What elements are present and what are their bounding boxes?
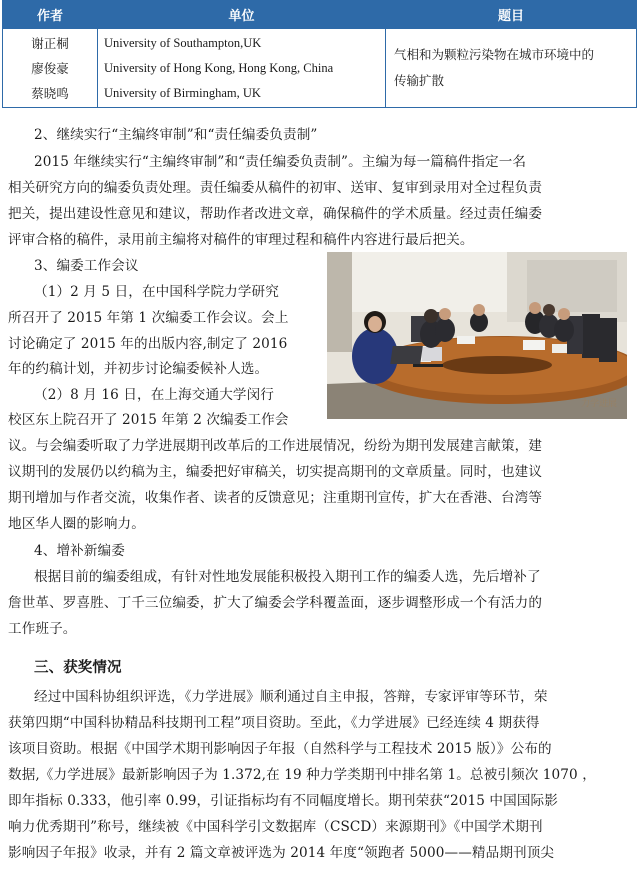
paragraph-line: 评审合格的稿件，录用前主编将对稿件的审理过程和稿件内容进行最后把关。 [8,232,474,248]
author-name: 谢正桐 [31,35,69,51]
paragraph-line: 议期刊的发展仍以约稿为主，编委把好审稿关，切实提高期刊的文章质量。同时，也建议 [8,464,543,480]
paragraph-line: 数据,《力学进展》最新影响因子为 1.372,在 19 种力学类期刊中排名第 1。总被引频次 1070 ， [8,767,596,783]
paragraph-line: 讨论确定了 2015 年的出版内容,制定了 2016 [8,336,288,352]
paragraph-line: 詹世革、罗喜胜、丁千三位编委，扩大了编委会学科覆盖面，逐步调整形成一个有活力的 [8,595,543,611]
unit-name: University of Birmingham, UK [104,85,261,100]
paragraph-line: 校区东上院召开了 2015 年第 2 次编委工作会 [8,412,289,428]
paragraph-line: 相关研究方向的编委负责处理。责任编委从稿件的初审、送审、复审到录用对全过程负责 [8,180,543,196]
paragraph-line: 2015 年继续实行“主编终审制”和“责任编委负责制”。主编为每一篇稿件指定一名 [34,154,527,170]
awards-heading: 三、获奖情况 [34,660,122,676]
topic-line: 传输扩散 [394,73,445,88]
paragraph-line: 把关，提出建设性意见和建议，帮助作者改进文章，确保稿件的学术质量。经过责任编委 [8,206,543,222]
paragraph-line: 工作班子。 [8,621,77,637]
author-table [2,0,637,108]
paragraph-line: （2）8 月 16 日，在上海交通大学闵行 [34,387,274,403]
topic-line: 气相和为颗粒污染物在城市环境中的 [394,47,595,62]
photo-watermark: 力学进展 [580,399,617,409]
table-header-row [3,1,637,29]
meeting-photo-illustration [327,252,627,419]
paragraph-line: 年的约稿计划，并初步讨论编委候补人选。 [8,361,269,377]
header-units: 单位 [98,1,386,29]
header-topic: 题目 [386,1,637,29]
paragraph-line: （1）2 月 5 日，在中国科学院力学研究 [34,284,279,300]
paragraph-line: 影响因子年报》收录，并有 2 篇文章被评选为 2014 年度“领跑者 5000——精品期刊顶尖 [8,845,555,861]
paragraph-line: 议。与会编委听取了力学进展期刊改革后的工作进展情况，纷纷为期刊发展建言献策，建 [8,438,543,454]
unit-name: University of Hong Kong, Hong Kong, China [104,60,334,75]
paragraph-line: 所召开了 2015 年第 1 次编委工作会议。会上 [8,310,289,326]
paragraph-line: 根据目前的编委组成，有针对性地发展能积极投入期刊工作的编委人选，先后增补了 [34,569,541,585]
section-heading-3: 3、编委工作会议 [34,258,139,274]
paragraph-line: 地区华人圈的影响力。 [8,516,145,532]
paragraph-line: 即年指标 0.333，他引率 0.99，引证指标均有不同幅度增长。期刊荣获“2015 中国国际影 [8,793,558,809]
authors-cell [3,29,98,108]
paragraph-line: 该项目资助。根据《中国学术期刊影响因子年报（自然科学与工程技术 2015 版）》公布的 [8,741,552,757]
unit-name: University of Southampton,UK [104,35,262,50]
header-authors: 作者 [3,1,98,29]
units-cell [98,29,386,108]
section-heading-2: 2、继续实行“主编终审制”和“责任编委负责制” [34,127,318,143]
meeting-photo [327,252,627,419]
author-name: 廖俊豪 [31,60,69,76]
topic-cell [386,29,637,108]
section-heading-4: 4、增补新编委 [34,543,125,559]
paragraph-line: 获第四期“中国科协精品科技期刊工程”项目资助。至此，《力学进展》已经连续 4 期获得 [8,715,540,731]
author-name: 蔡晓鸣 [31,85,69,101]
paragraph-line: 期刊增加与作者交流，收集作者、读者的反馈意见；注重期刊宣传，扩大在香港、台湾等 [8,490,543,506]
table-row [3,29,637,108]
paragraph-line: 经过中国科协组织评选，《力学进展》顺利通过自主申报，答辩，专家评审等环节，荣 [34,689,548,705]
paragraph-line: 响力优秀期刊”称号，继续被《中国科学引文数据库（CSCD）来源期刊》《中国学术期刊 [8,819,543,835]
